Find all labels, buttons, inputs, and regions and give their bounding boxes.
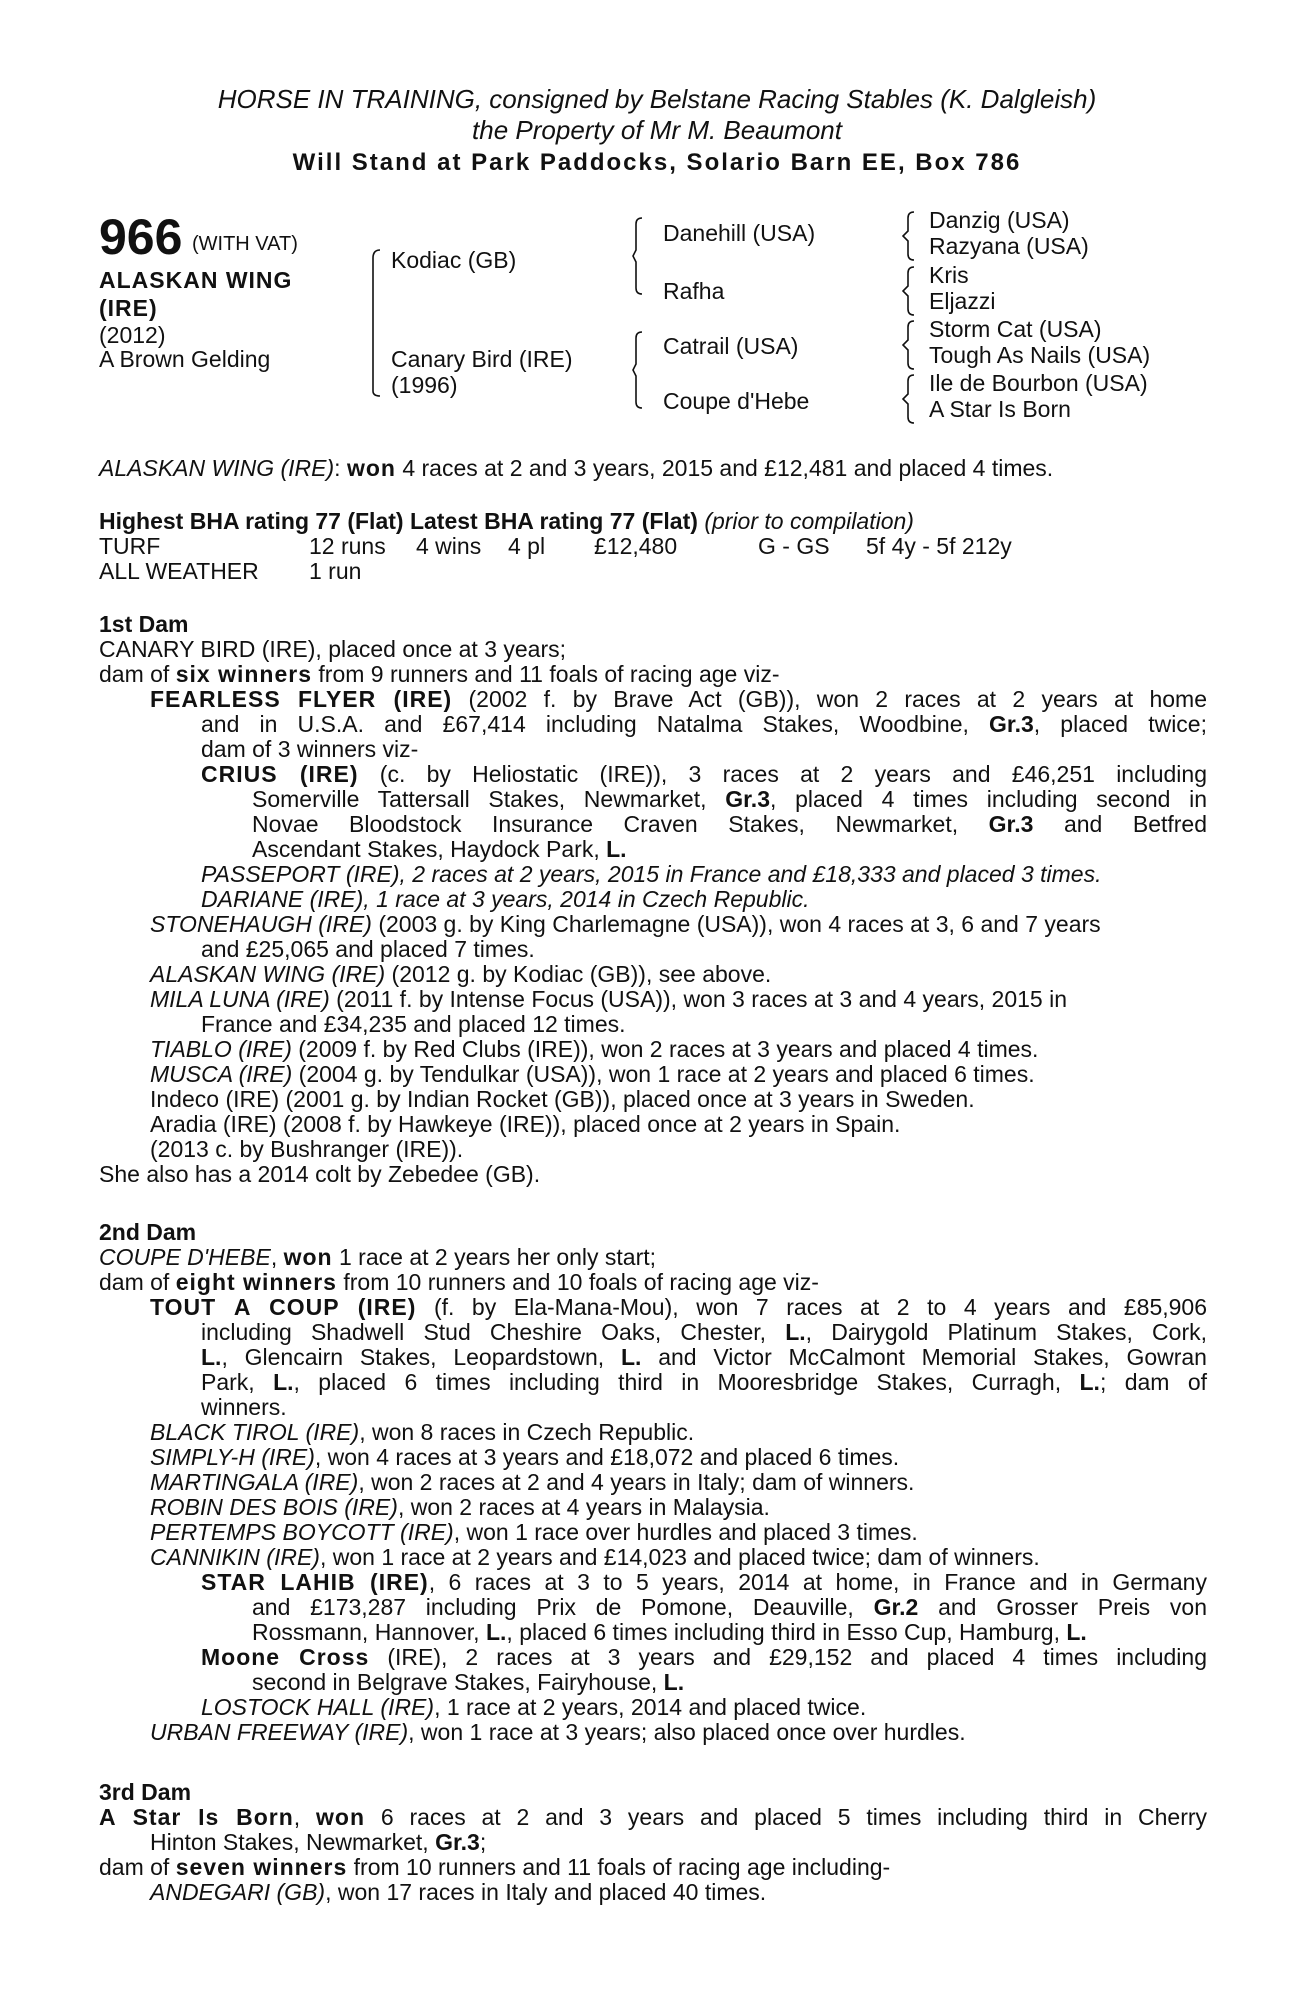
black-tirol-line: BLACK TIROL (IRE), won 8 races in Czech Republic. [150,1419,695,1445]
ratings-bold: Highest BHA rating 77 (Flat) Latest BHA rating 77 (Flat) [99,508,698,534]
colt-2013-line: (2013 c. by Bushranger (IRE)). [150,1136,464,1162]
moone-cross-line2: second in Belgrave Stakes, Fairyhouse, L. [252,1669,685,1695]
horse-name-line2: (IRE) [99,295,158,321]
bha-ratings [99,509,914,534]
summary-won: won [346,455,396,481]
tout-a-coup-line4: Park, L., placed 6 times including third in Mooresbridge Stakes, Curragh, L.; dam of [201,1369,1208,1395]
form-turf-pl: 4 pl [508,533,546,559]
horse-description: A Brown Gelding [99,346,271,372]
g-brace-1 [902,210,916,262]
dam-sire: Catrail (USA) [663,333,799,359]
simply-h-line: SIMPLY-H (IRE), won 4 races at 3 years and £18,072 and placed 6 times. [150,1444,900,1470]
sire-sire: Danehill (USA) [663,220,816,246]
sire-brace [632,216,644,296]
form-turf-label: TURF [99,533,161,559]
lot-number: 966 [99,209,183,265]
star-lahib-line1: STAR LAHIB (IRE), 6 races at 3 to 5 years, 2014 at home, in France and in Germany [201,1569,1207,1595]
aradia-line: Aradia (IRE) (2008 f. by Hawkeye (IRE)), placed once at 2 years in Spain. [150,1111,901,1137]
dam-dam: Coupe d'Hebe [663,388,810,414]
colt-2014-line: She also has a 2014 colt by Zebedee (GB). [99,1161,541,1187]
dam3-line1: A Star Is Born, won 6 races at 2 and 3 years and placed 5 times including third in Cherry [99,1804,1208,1830]
form-turf-prize: £12,480 [594,533,678,559]
crius-line4: Ascendant Stakes, Haydock Park, L. [252,836,627,862]
stonehaugh-line1: STONEHAUGH (IRE) (2003 g. by King Charlemagne (USA)), won 4 races at 3, 6 and 7 years [150,911,1101,937]
form-aw-label: ALL WEATHER [99,558,259,584]
crius-line2: Somerville Tattersall Stakes, Newmarket, Gr.3, placed 4 times including second in [252,786,1208,812]
alaskan-wing-line: ALASKAN WING (IRE) (2012 g. by Kodiac (GB)), see above. [150,961,772,987]
crius-line3: Novae Bloodstock Insurance Craven Stakes, Newmarket, Gr.3 and Betfred [252,811,1208,837]
vat-note: (WITH VAT) [192,233,298,255]
form-turf-distance: 5f 4y - 5f 212y [866,533,1012,559]
dam1-heading: 1st Dam [99,611,189,637]
g-brace-3 [902,319,916,371]
mila-luna-line1: MILA LUNA (IRE) (2011 f. by Intense Focus (USA)), won 3 races at 3 and 4 years, 2015 in [150,986,1068,1012]
urban-freeway-line: URBAN FREEWAY (IRE), won 1 race at 3 years; also placed once over hurdles. [150,1719,966,1745]
form-turf-runs: 12 runs [309,533,386,559]
location-line: Will Stand at Park Paddocks, Solario Barn EE, Box 786 [292,149,1022,176]
gg-8: A Star Is Born [929,396,1071,422]
crius-line1: CRIUS (IRE) (c. by Heliostatic (IRE)), 3 races at 2 years and £46,251 including [201,761,1207,787]
moone-cross-line1: Moone Cross (IRE), 2 races at 3 years and £29,152 and placed 4 times including [201,1644,1207,1670]
gg-3: Kris [929,262,969,288]
dam1-line2: dam of six winners from 9 runners and 11 foals of racing age viz- [99,661,780,687]
tout-a-coup-line1: TOUT A COUP (IRE) (f. by Ela-Mana-Mou), won 7 races at 2 to 4 years and £85,906 [150,1294,1207,1320]
horse-year: (2012) [99,322,166,348]
form-aw-runs: 1 run [309,558,362,584]
tiablo-line: TIABLO (IRE) (2009 f. by Red Clubs (IRE)), won 2 races at 3 years and placed 4 times. [150,1036,1039,1062]
dam: Canary Bird (IRE) [391,346,573,372]
fearless-flyer-line2: and in U.S.A. and £67,414 including Natalma Stakes, Woodbine, Gr.3, placed twice; [201,711,1207,737]
gg-4: Eljazzi [929,288,996,314]
andegari-line: ANDEGARI (GB), won 17 races in Italy and placed 40 times. [150,1879,767,1905]
owner-line: the Property of Mr M. Beaumont [472,115,842,145]
summary-text: 4 races at 2 and 3 years, 2015 and £12,481 and placed 4 times. [402,455,1054,481]
pertemps-boycott-line: PERTEMPS BOYCOTT (IRE), won 1 race over hurdles and placed 3 times. [150,1519,918,1545]
gg-6: Tough As Nails (USA) [929,342,1151,368]
mila-luna-line2: France and £34,235 and placed 12 times. [201,1011,626,1037]
dam2-heading: 2nd Dam [99,1219,197,1245]
dam-year: (1996) [391,372,458,398]
gg-7: Ile de Bourbon (USA) [929,370,1148,396]
martingala-line: MARTINGALA (IRE), won 2 races at 2 and 4 years in Italy; dam of winners. [150,1469,915,1495]
dam3-heading: 3rd Dam [99,1779,192,1805]
tout-a-coup-line2: including Shadwell Stud Cheshire Oaks, Chester, L., Dairygold Platinum Stakes, Cork, [201,1319,1207,1345]
dam2-line1: COUPE D'HEBE, won 1 race at 2 years her only start; [99,1244,657,1270]
stonehaugh-line2: and £25,065 and placed 7 times. [201,936,535,962]
gg-1: Danzig (USA) [929,207,1070,233]
g-brace-4 [902,373,916,425]
star-lahib-line2: and £173,287 including Prix de Pomone, Deauville, Gr.2 and Grosser Preis von [252,1594,1207,1620]
passeport-line: PASSEPORT (IRE), 2 races at 2 years, 2015 in France and £18,333 and placed 3 times. [201,861,1102,887]
race-summary: ALASKAN WING (IRE): won 4 races at 2 and 3 years, 2015 and £12,481 and placed 4 times. [99,455,1054,481]
ratings-note: (prior to compilation) [704,508,914,534]
form-turf-wins: 4 wins [416,533,482,559]
consignor-line: HORSE IN TRAINING, consigned by Belstane Racing Stables (K. Dalgleish) [217,84,1097,114]
dam2-line2: dam of eight winners from 10 runners and 10 foals of racing age viz- [99,1269,819,1295]
fearless-flyer-line3: dam of 3 winners viz- [201,736,419,762]
dam1-line1: CANARY BIRD (IRE), placed once at 3 years; [99,636,567,662]
sire-dam-brace [368,248,382,398]
horse-name [99,266,339,322]
indeco-line: Indeco (IRE) (2001 g. by Indian Rocket (GB)), placed once at 3 years in Sweden. [150,1086,975,1112]
musca-line: MUSCA (IRE) (2004 g. by Tendulkar (USA)), won 1 race at 2 years and placed 6 times. [150,1061,1035,1087]
dam-brace [632,330,644,410]
gg-2: Razyana (USA) [929,233,1089,259]
gg-5: Storm Cat (USA) [929,316,1102,342]
dam3-line2: Hinton Stakes, Newmarket, Gr.3; [150,1829,487,1855]
dariane-line: DARIANE (IRE), 1 race at 3 years, 2014 in Czech Republic. [201,886,810,912]
sire: Kodiac (GB) [391,247,517,273]
tout-a-coup-line5: winners. [201,1394,287,1420]
sire-dam: Rafha [663,278,725,304]
tout-a-coup-line3: L., Glencairn Stakes, Leopardstown, L. and Victor McCalmont Memorial Stakes, Gowran [201,1344,1207,1370]
g-brace-2 [902,265,916,317]
robin-des-bois-line: ROBIN DES BOIS (IRE), won 2 races at 4 years in Malaysia. [150,1494,770,1520]
summary-name: ALASKAN WING (IRE) [99,455,335,481]
fearless-flyer-line1: FEARLESS FLYER (IRE) (2002 f. by Brave Act (GB)), won 2 races at 2 years at home [150,686,1207,712]
cannikin-line: CANNIKIN (IRE), won 1 race at 2 years and £14,023 and placed twice; dam of winners. [150,1544,1040,1570]
star-lahib-line3: Rossmann, Hannover, L., placed 6 times including third in Esso Cup, Hamburg, L. [252,1619,1087,1645]
form-turf-going: G - GS [758,533,830,559]
dam3-line3: dam of seven winners from 10 runners and 11 foals of racing age including- [99,1854,891,1880]
lostock-hall-line: LOSTOCK HALL (IRE), 1 race at 2 years, 2014 and placed twice. [201,1694,867,1720]
horse-name-line1: ALASKAN WING [99,267,293,293]
